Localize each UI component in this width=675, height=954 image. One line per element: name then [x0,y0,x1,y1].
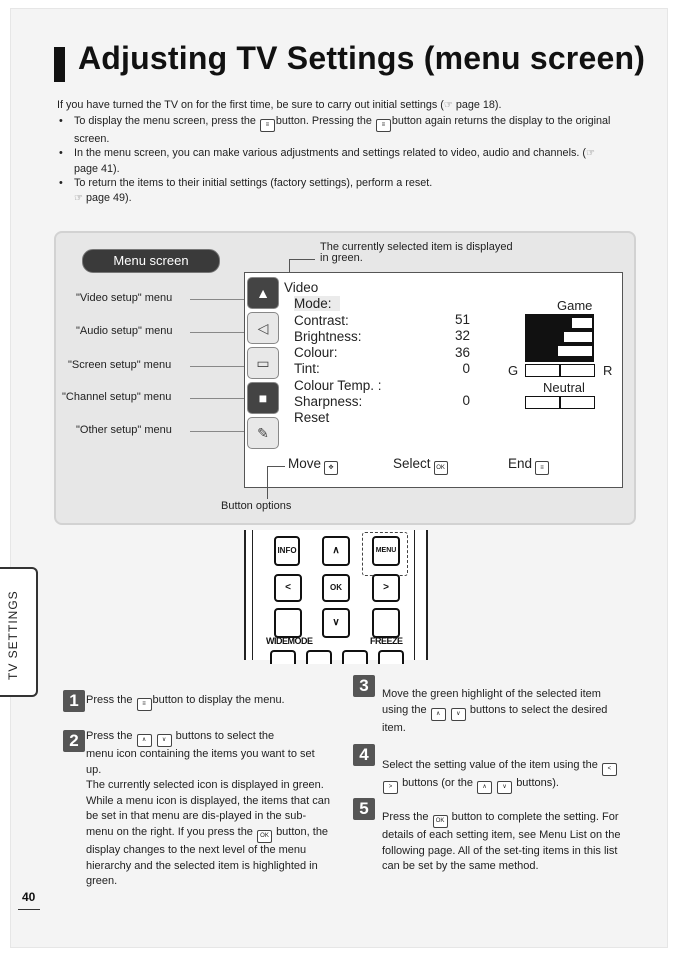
label-line [190,398,245,399]
right-button[interactable]: > [372,574,400,602]
menu-header: Video [284,280,319,295]
step-3-text: Move the green highlight of the selected item using the ∧ ∨ buttons to select the desired item. [382,688,608,734]
menu-button-icon: ≡ [137,698,152,711]
neutral-label: Neutral [543,380,585,395]
down-button-icon: ∨ [157,734,172,747]
colour-value: 36 [454,344,470,360]
ok-button-icon: OK [433,815,448,828]
colour-temp-value [440,377,470,393]
up-button[interactable]: ∧ [322,536,350,566]
menu-screen-pill: Menu screen [82,249,220,273]
intro-bullet-3: • To return the items to their initial settings (factory settings), perform a reset. ☞ page 49). [57,176,617,206]
ok-button[interactable]: OK [322,574,350,602]
step-number: 5 [353,798,375,820]
label-line [190,431,245,432]
menu-button[interactable]: MENU [372,536,400,566]
up-button-icon: ∧ [477,781,492,794]
screen-setup-label: "Screen setup" menu [68,359,172,371]
button-options-label: Button options [221,500,292,512]
intro-text [57,98,617,207]
select-option: Select OK [393,456,448,475]
widemode-button[interactable] [274,608,302,638]
ok-button-icon: OK [257,830,272,843]
pointer-hand-icon: ☞ [443,100,453,111]
menu-button-icon: ≡ [535,461,549,475]
menu-item-brightness[interactable]: Brightness: [294,328,362,344]
other-setup-icon[interactable]: ✎ [247,417,279,449]
channel-setup-label: "Channel setup" menu [62,391,172,403]
down-button-icon: ∨ [497,781,512,794]
direction-buttons-icon: ✥ [324,461,338,475]
step-number: 2 [63,730,85,752]
menu-item-mode[interactable]: Mode: [284,296,382,312]
up-button-icon: ∧ [431,708,446,721]
down-button-icon: ∨ [451,708,466,721]
label-line [190,332,245,333]
menu-item-colour-temp[interactable]: Colour Temp. : [294,377,382,393]
intro-bullet-2: • In the menu screen, you can make various adjustments and settings related to video, audio and channels. (☞ page 41). [57,146,617,176]
selected-item-callout: The currently selected item is displayed in green. [320,241,513,264]
menu-button-icon: ≡ [376,119,391,132]
move-option: Move ✥ [288,456,338,475]
label-line [190,299,245,300]
colour-temp-slider-marker [559,396,561,409]
step-1-text: Press the ≡ button to display the menu. [86,693,336,711]
pointer-hand-icon: ☞ [585,148,595,160]
tint-slider-marker [559,364,561,377]
video-setup-icon[interactable]: ▲ [247,277,279,309]
video-setup-label: "Video setup" menu [76,292,173,304]
menu-item-reset[interactable]: Reset [294,410,330,426]
freeze-button[interactable] [372,608,400,638]
color-button[interactable] [342,650,368,664]
step-number: 3 [353,675,375,697]
sharpness-value: 0 [462,393,470,409]
callout-line [289,259,315,260]
section-tab-label: TV SETTINGS [6,590,20,680]
remote-edge [252,530,253,660]
title-bar-mark [54,47,65,82]
left-button[interactable]: < [274,574,302,602]
page-number: 40 [22,890,36,904]
tint-r-label: R [603,363,613,378]
video-menu-list [284,280,382,427]
step-5-text: Press the OK button to complete the setting. For details of each setting item, see Menu List on the following page. All of the set-ting items in this list can be set by the same method. [382,811,621,873]
freeze-label: FREEZE [370,636,403,646]
label-line [190,366,245,367]
mode-level-segment [571,317,593,329]
menu-values [440,312,470,410]
page-number-rule [18,909,40,910]
color-button[interactable] [270,650,296,664]
ok-button-icon: OK [434,461,448,475]
tint-value: 0 [462,360,470,376]
up-button-icon: ∧ [137,734,152,747]
color-button[interactable] [378,650,404,664]
remote-edge [414,530,415,660]
channel-setup-icon[interactable]: ■ [247,382,279,414]
brightness-value: 32 [454,328,470,344]
screen-setup-icon[interactable]: ▭ [247,347,279,379]
intro-line-1: If you have turned the TV on for the first time, be sure to carry out initial settings (☞ page 18). [57,98,617,114]
intro-bullet-1: • To display the menu screen, press the ≡ button. Pressing the ≡ button again returns the display to the original screen. [57,114,617,147]
mode-level-segment [557,345,593,357]
game-label: Game [557,298,593,313]
step-4-text: Select the setting value of the item using the < > buttons (or the ∧ ∨ buttons). [382,758,627,794]
menu-button-icon: ≡ [260,119,275,132]
right-button-icon: > [383,781,398,794]
menu-item-tint[interactable]: Tint: [294,361,320,377]
audio-setup-icon[interactable]: ◁ [247,312,279,344]
step-number: 4 [353,744,375,766]
menu-icon-column [247,277,281,452]
tint-g-label: G [508,363,519,378]
contrast-value: 51 [454,312,470,327]
left-button-icon: < [602,763,617,776]
page-title: Adjusting TV Settings (menu screen) [78,40,646,76]
audio-setup-label: "Audio setup" menu [76,325,173,337]
down-button[interactable]: ∨ [322,608,350,638]
button-options-line [267,466,285,467]
end-option: End ≡ [508,456,549,475]
widemode-label: WIDEMODE [266,636,313,646]
other-setup-label: "Other setup" menu [76,424,172,436]
color-button[interactable] [306,650,332,664]
mode-level-segment [563,331,593,343]
menu-item-colour[interactable]: Colour: [294,345,338,361]
step-2-text: Press the ∧ ∨ buttons to select the menu icon containing the items you want to set up. The currently selected icon is displayed in green. While a menu icon is displayed, the items that can be set in that menu are dis-played in the sub-menu on the right. If you press the OK button, the display changes to the next level of the menu hierarchy and the selected item is highlighted in green. [86,730,330,888]
step-number: 1 [63,690,85,712]
menu-item-contrast[interactable]: Contrast: [294,312,349,328]
pointer-hand-icon: ☞ [74,192,83,204]
menu-item-sharpness[interactable]: Sharpness: [294,394,363,410]
info-button[interactable]: INFO [274,536,300,566]
button-options-line [267,466,268,499]
